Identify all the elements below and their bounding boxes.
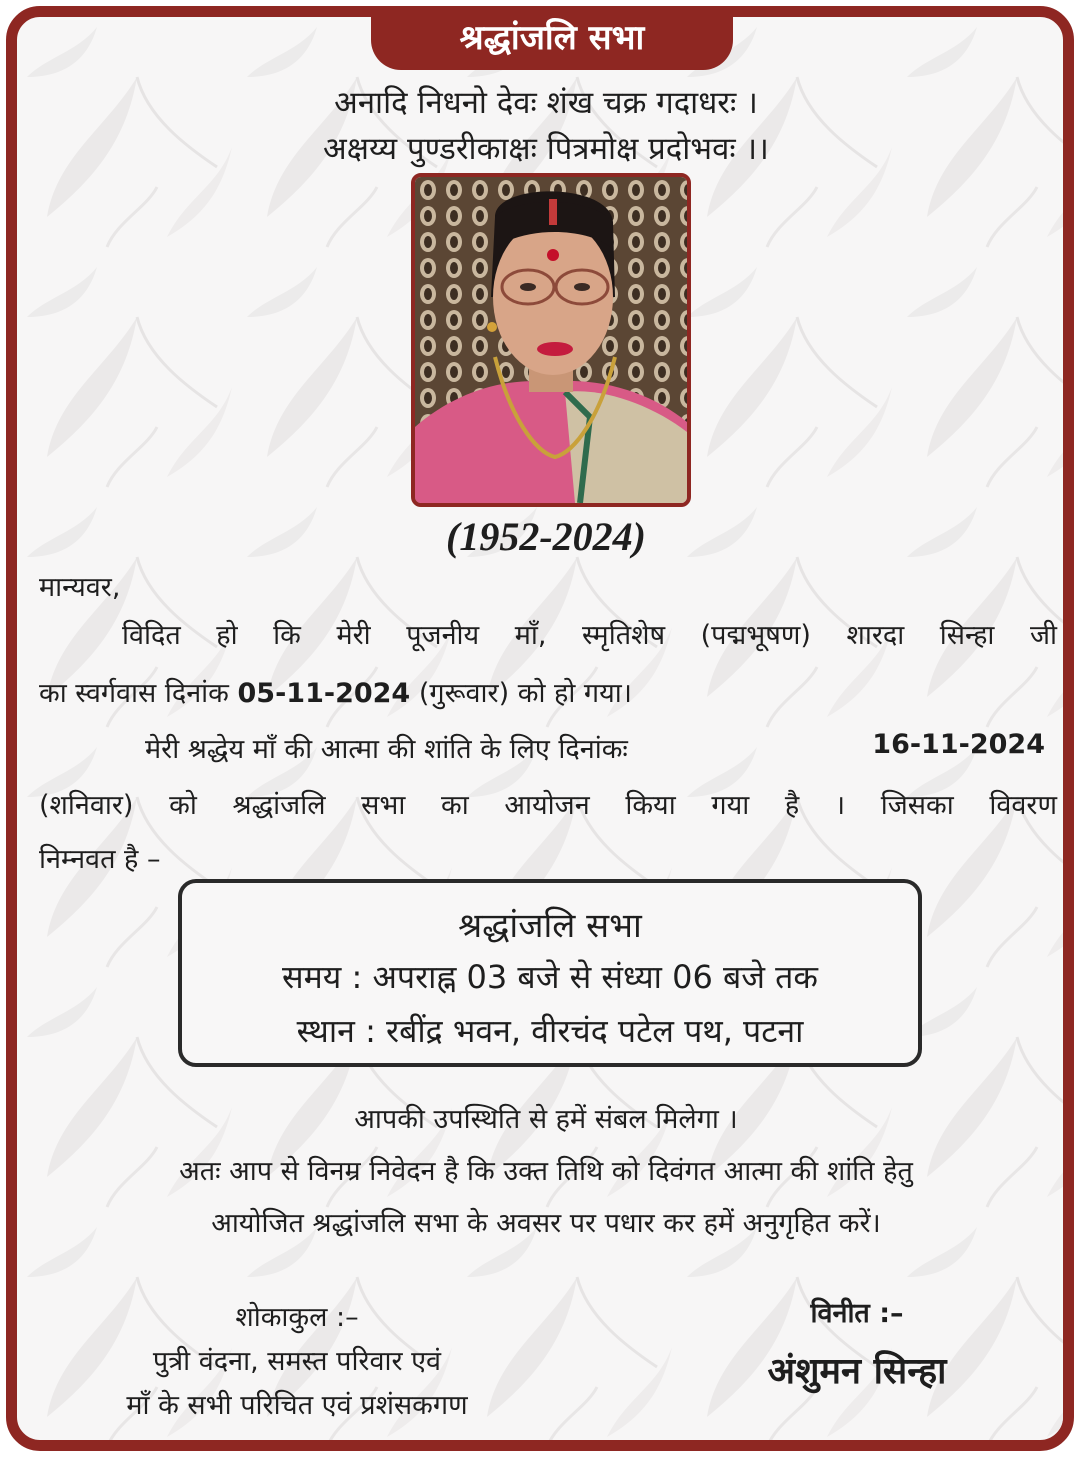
closing-line-2: अतः आप से विनम्र निवेदन है कि उक्त तिथि को दिवंगत आत्मा की शांति हेतु bbox=[179, 1156, 913, 1187]
paragraph-1-line-1: विदित हो कि मेरी पूजनीय माँ, स्मृतिशेष (पद्मभूषण) शारदा सिन्हा जी bbox=[122, 620, 1057, 651]
meeting-date: 16-11-2024 bbox=[872, 729, 1045, 760]
mourners-line-2: माँ के सभी परिचित एवं प्रशंसकगण bbox=[126, 1390, 468, 1421]
closing-line-3: आयोजित श्रद्धांजलि सभा के अवसर पर पधार कर हमें अनुगृहित करें। bbox=[211, 1208, 881, 1239]
tribute-card bbox=[6, 6, 1074, 1451]
shloka-line-2: अक्षय्य पुण्डरीकाक्षः पित्रमोक्ष प्रदोभवः ।। bbox=[323, 131, 769, 167]
event-details-box bbox=[178, 879, 922, 1067]
paragraph-2-line-1 bbox=[145, 729, 628, 766]
signatory-label: विनीत :– bbox=[810, 1298, 904, 1329]
signatory-name: अंशुमन सिन्हा bbox=[767, 1351, 947, 1392]
paragraph-2-line-1-prefix: मेरी श्रद्धेय माँ की आत्मा की शांति के लिए दिनांकः bbox=[145, 734, 628, 765]
header-title-tab: श्रद्धांजलि सभा bbox=[371, 6, 733, 70]
event-time: समय : अपराह्न 03 बजे से संध्या 06 बजे तक bbox=[282, 958, 818, 996]
closing-line-1: आपकी उपस्थिति से हमें संबल मिलेगा । bbox=[354, 1104, 738, 1135]
paragraph-2-line-2: (शनिवार) को श्रद्धांजलि सभा का आयोजन किया गया है । जिसका विवरण bbox=[39, 790, 1057, 821]
death-date: 05-11-2024 bbox=[237, 678, 411, 709]
paragraph-2-line-3: निम्नवत है – bbox=[39, 844, 161, 875]
event-venue: स्थान : रबींद्र भवन, वीरचंद पटेल पथ, पटना bbox=[296, 1012, 804, 1050]
paragraph-1-line-2 bbox=[39, 673, 632, 710]
mourners-line-1: पुत्री वंदना, समस्त परिवार एवं bbox=[152, 1346, 442, 1377]
signatory-block bbox=[677, 1293, 1037, 1394]
shloka-line-1: अनादि निधनो देवः शंख चक्र गदाधरः । bbox=[334, 85, 758, 121]
paragraph-1-line-2-suffix: (गुरूवार) को हो गया। bbox=[418, 678, 633, 709]
portrait-photo bbox=[411, 173, 691, 507]
paragraph-1-line-2-prefix: का स्वर्गवास दिनांक bbox=[39, 678, 229, 709]
life-years: (1952-2024) bbox=[446, 514, 646, 559]
mourners-label: शोकाकुल :– bbox=[235, 1302, 359, 1333]
event-title: श्रद्धांजलि सभा bbox=[458, 906, 642, 946]
salutation: मान्यवर, bbox=[39, 572, 121, 603]
mourners-block bbox=[37, 1297, 557, 1429]
